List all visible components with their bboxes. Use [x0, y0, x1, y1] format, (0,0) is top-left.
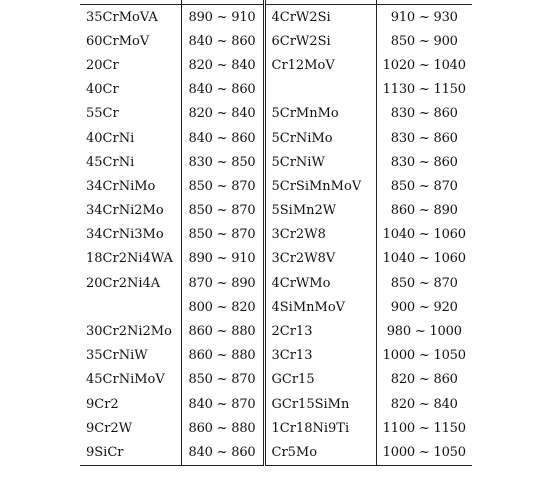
steel-grade-cell: 5SiMn2W	[264, 199, 376, 223]
temperature-range-cell: 820 ~ 840	[390, 396, 458, 412]
temperature-range-cell: 840 ~ 860	[181, 78, 264, 102]
table-body	[80, 0, 472, 465]
temperature-range-cell: 820 ~ 840	[181, 53, 264, 77]
temperature-range-cell: 870 ~ 890	[181, 271, 264, 295]
steel-grade-cell: 1Cr18Ni9Ti	[264, 416, 376, 440]
steel-grade-cell: 4CrWMo	[264, 271, 376, 295]
steel-grade-cell: 9Cr2	[80, 392, 181, 416]
table-row	[80, 319, 472, 343]
steel-grade-cell: 4CrW2Si	[264, 5, 376, 30]
table-row	[80, 271, 472, 295]
steel-grade-cell	[264, 78, 376, 102]
table-row	[80, 29, 472, 53]
table-row	[80, 102, 472, 126]
temperature-range-cell: 860 ~ 880	[181, 344, 264, 368]
steel-grade-cell: 9Cr2W	[80, 416, 181, 440]
steel-temperature-table	[80, 0, 472, 466]
steel-grade-cell: 5CrMnMo	[264, 102, 376, 126]
table-row	[80, 392, 472, 416]
steel-grade-cell: 34CrNi3Mo	[80, 223, 181, 247]
steel-grade-cell: 34CrNi2Mo	[80, 199, 181, 223]
steel-grade-cell: 3Cr2W8V	[264, 247, 376, 271]
temperature-range-cell: 860 ~ 880	[181, 319, 264, 343]
temperature-range-cell: 830 ~ 850	[181, 150, 264, 174]
temperature-range-cell: 800 ~ 820	[181, 295, 264, 319]
steel-grade-cell: 20Cr	[80, 53, 181, 77]
table-row	[80, 53, 472, 77]
steel-grade-cell: 3Cr13	[264, 344, 376, 368]
temperature-range-cell: 1040 ~ 1060	[382, 251, 466, 267]
temperature-range-cell: 850 ~ 870	[181, 174, 264, 198]
steel-grade-cell: 40CrNi	[80, 126, 181, 150]
temperature-range-cell: 820 ~ 840	[181, 102, 264, 126]
temperature-range-cell: 830 ~ 860	[390, 154, 458, 170]
steel-grade-cell: 5CrNiMo	[264, 126, 376, 150]
steel-grade-cell: 60CrMoV	[80, 29, 181, 53]
temperature-range-cell: 840 ~ 870	[181, 392, 264, 416]
temperature-range-cell: 900 ~ 920	[390, 299, 458, 315]
temperature-range-cell: 890 ~ 910	[181, 247, 264, 271]
temperature-range-cell: 1040 ~ 1060	[382, 227, 466, 243]
steel-grade-cell: 5CrSiMnMoV	[264, 174, 376, 198]
steel-grade-cell: 20Cr2Ni4A	[80, 271, 181, 295]
table-container	[80, 0, 472, 484]
table-row	[80, 78, 472, 102]
steel-grade-cell: Cr5Mo	[264, 440, 376, 465]
table-row	[80, 199, 472, 223]
temperature-range-cell: 910 ~ 930	[376, 5, 472, 30]
steel-grade-cell: 30Cr2Ni2Mo	[80, 319, 181, 343]
steel-grade-cell: 35CrNiW	[80, 344, 181, 368]
steel-grade-cell: 40Cr	[80, 78, 181, 102]
steel-grade-cell: 34CrNiMo	[80, 174, 181, 198]
temperature-range-cell: 850 ~ 870	[181, 368, 264, 392]
steel-grade-cell: 2Cr13	[264, 319, 376, 343]
steel-grade-cell: 45CrNiMoV	[80, 368, 181, 392]
steel-grade-cell: 6CrW2Si	[264, 29, 376, 53]
steel-grade-cell: 55Cr	[80, 102, 181, 126]
table-row	[80, 295, 472, 319]
steel-grade-cell: 4SiMnMoV	[264, 295, 376, 319]
table-row	[80, 416, 472, 440]
table-row	[80, 247, 472, 271]
steel-grade-cell: 45CrNi	[80, 150, 181, 174]
temperature-range-cell: 860 ~ 890	[390, 203, 458, 219]
table-row	[80, 150, 472, 174]
steel-grade-cell: GCr15SiMn	[264, 392, 376, 416]
temperature-range-cell: 1000 ~ 1050	[382, 348, 466, 364]
steel-grade-cell: 35CrMoVA	[80, 5, 181, 30]
table-row	[80, 344, 472, 368]
steel-grade-cell: 18Cr2Ni4WA	[80, 247, 181, 271]
temperature-range-cell: 820 ~ 860	[390, 372, 458, 388]
temperature-range-cell: 1020 ~ 1040	[382, 57, 466, 73]
steel-grade-cell: 9SiCr	[80, 440, 181, 465]
steel-grade-cell: Cr12MoV	[264, 53, 376, 77]
temperature-range-cell: 840 ~ 860	[181, 29, 264, 53]
table-row	[80, 126, 472, 150]
steel-grade-cell	[80, 295, 181, 319]
temperature-range-cell: 830 ~ 860	[390, 130, 458, 146]
temperature-range-cell: 830 ~ 860	[390, 106, 458, 122]
steel-grade-cell: 5CrNiW	[264, 150, 376, 174]
temperature-range-cell: 850 ~ 870	[390, 178, 458, 194]
temperature-range-cell: 840 ~ 860	[181, 440, 264, 465]
temperature-range-cell: 840 ~ 860	[181, 126, 264, 150]
steel-grade-cell: GCr15	[264, 368, 376, 392]
table-row	[80, 368, 472, 392]
table-row	[80, 5, 472, 30]
steel-grade-cell: 3Cr2W8	[264, 223, 376, 247]
temperature-range-cell: 860 ~ 880	[181, 416, 264, 440]
temperature-range-cell: 890 ~ 910	[181, 5, 264, 30]
table-row	[80, 174, 472, 198]
temperature-range-cell: 850 ~ 870	[181, 199, 264, 223]
temperature-range-cell: 980 ~ 1000	[386, 324, 462, 340]
temperature-range-cell: 1000 ~ 1050	[376, 440, 472, 465]
temperature-range-cell: 850 ~ 870	[390, 275, 458, 291]
temperature-range-cell: 850 ~ 870	[181, 223, 264, 247]
temperature-range-cell: 850 ~ 900	[390, 33, 458, 49]
table-row	[80, 440, 472, 465]
temperature-range-cell: 1130 ~ 1150	[382, 82, 466, 98]
temperature-range-cell: 1100 ~ 1150	[382, 420, 466, 436]
table-row	[80, 223, 472, 247]
